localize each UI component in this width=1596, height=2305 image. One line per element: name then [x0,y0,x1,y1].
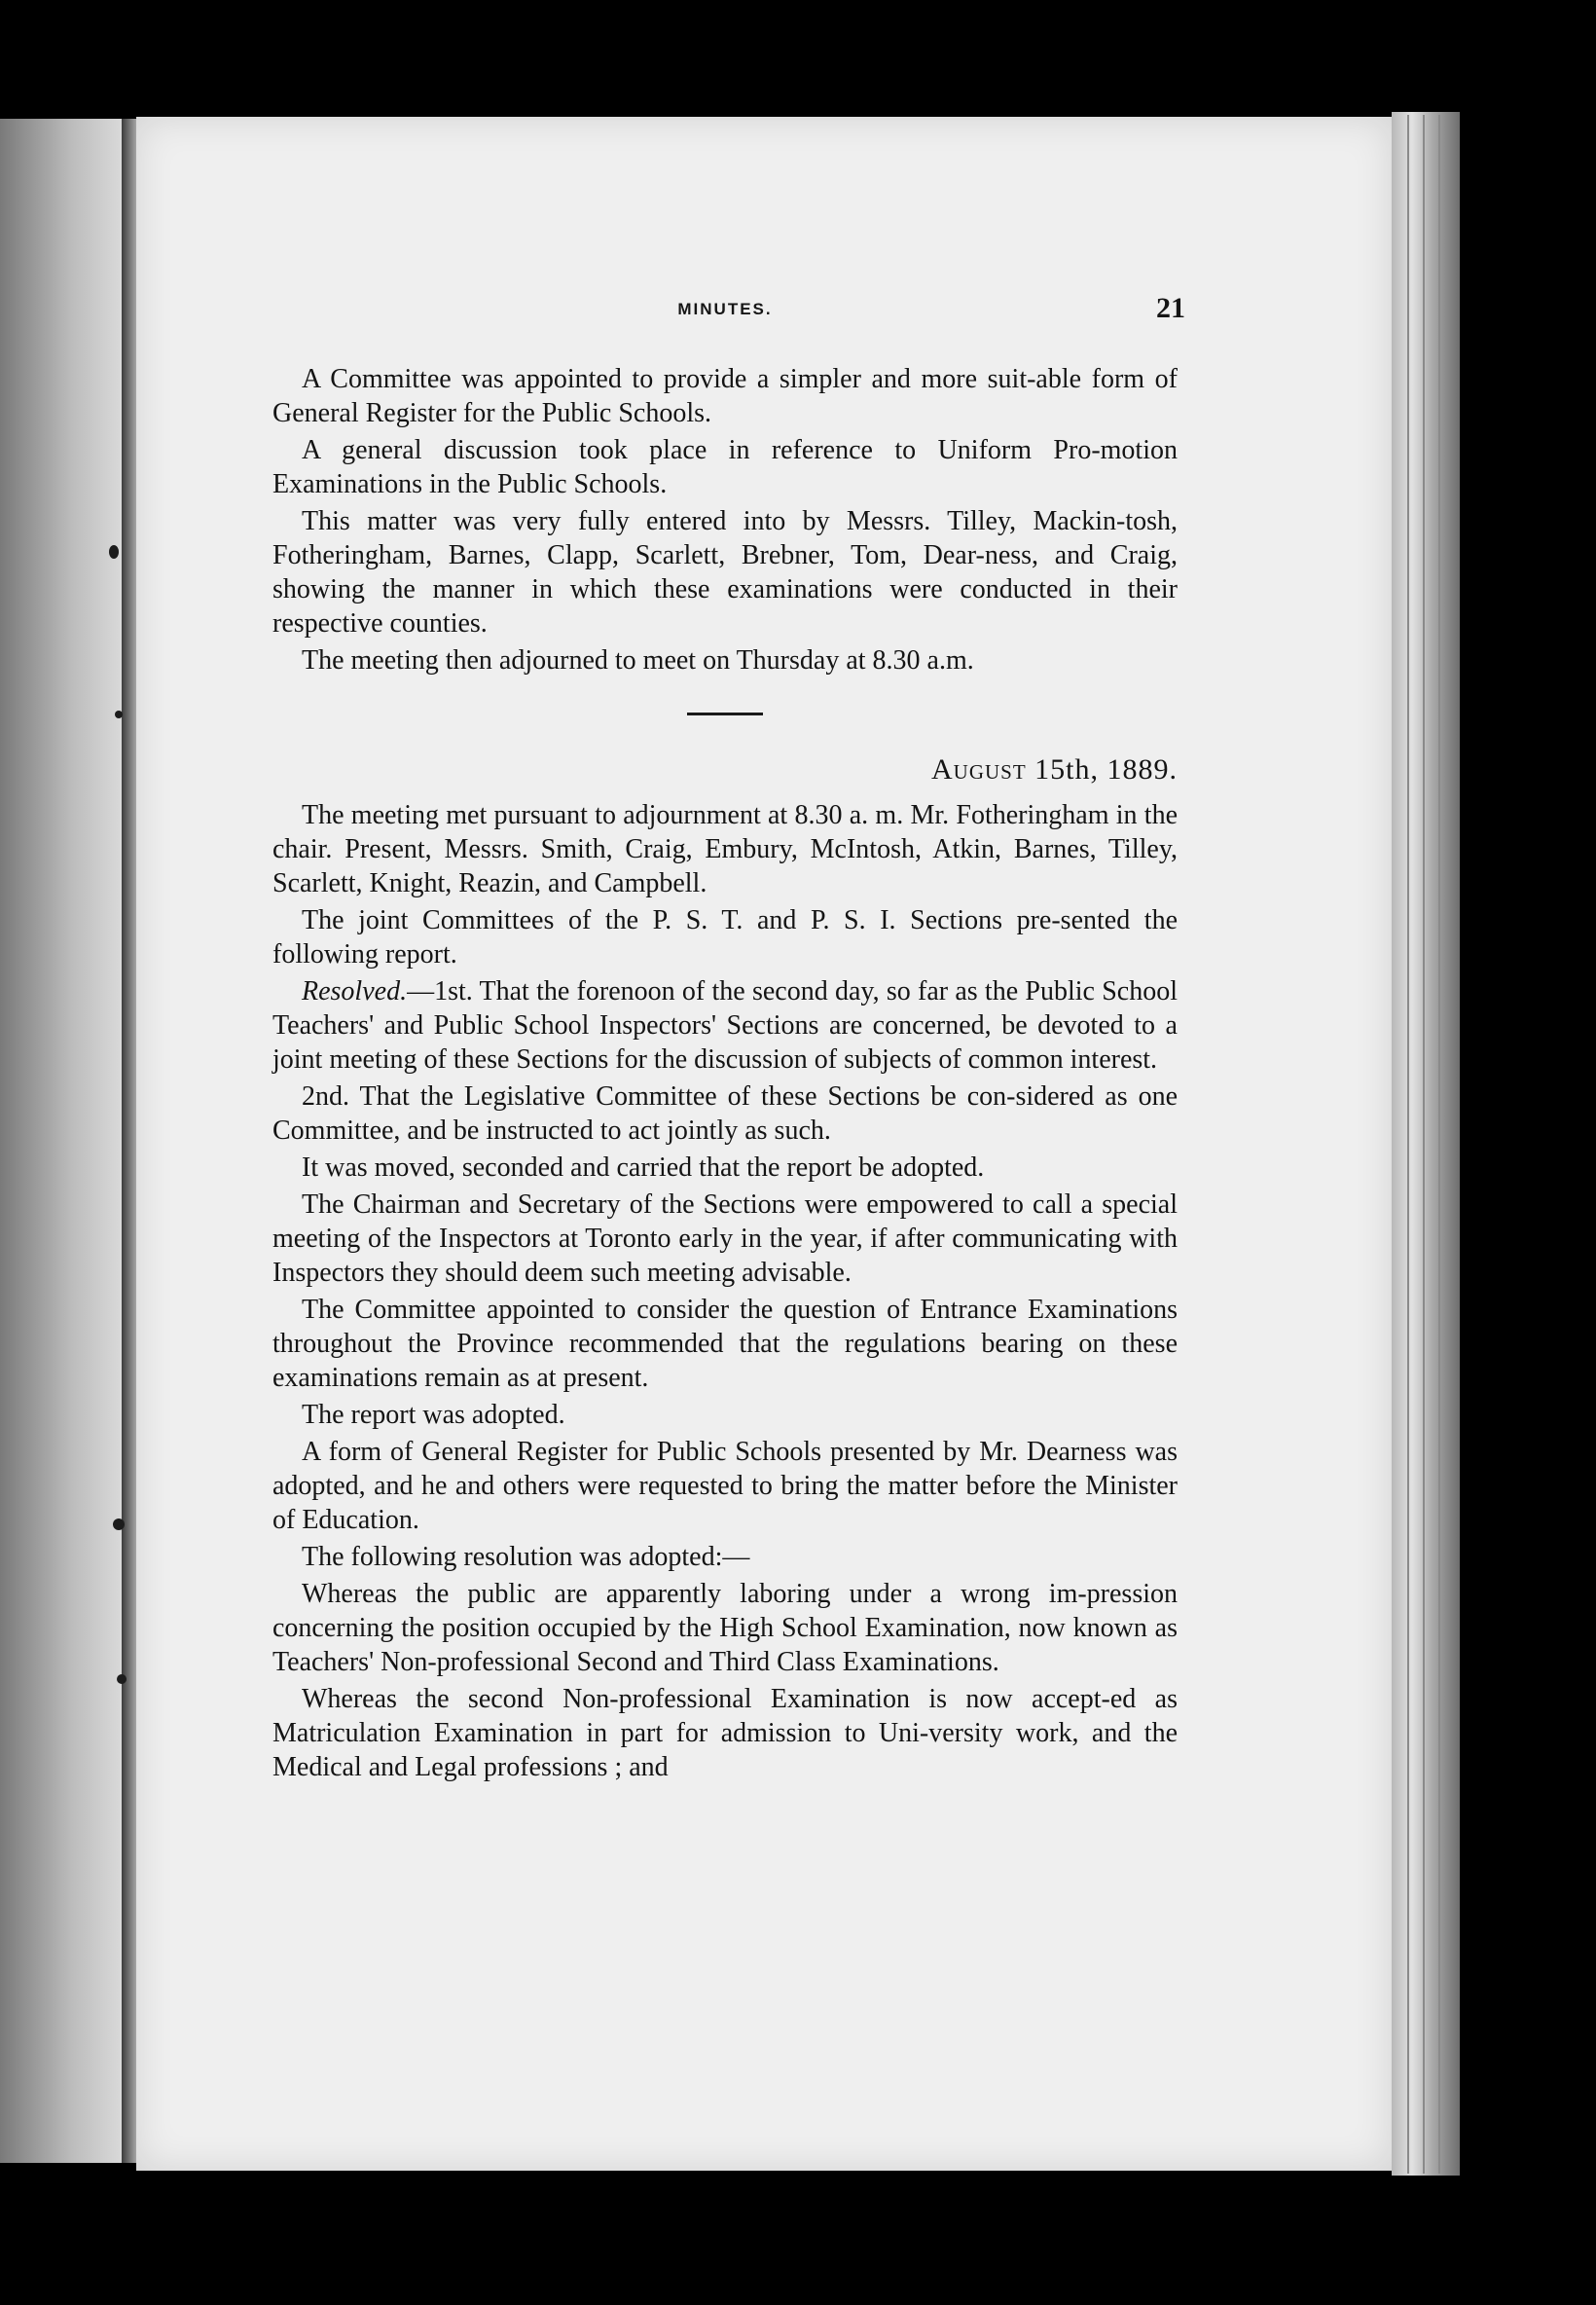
page-header [272,292,1185,333]
paragraph: The joint Committees of the P. S. T. and P. S. I. Sections pre-sented the following report. [272,905,1178,970]
section-divider [687,713,763,715]
paragraph: The following resolution was adopted:— [302,1542,750,1572]
paragraph: The Chairman and Secretary of the Sections were empowered to call a special meeting of the Inspectors at Toronto early in the year, if after communicating with Inspectors they should deem such meeting advisable. [272,1189,1178,1288]
paragraph: Whereas the public are apparently laboring under a wrong im-pression concerning the position occupied by the High School Examination, now known as Teachers' Non-professional Second and Third Class Examinations. [272,1579,1178,1677]
page-number: 21 [1156,292,1185,324]
date-month: August [930,753,1027,786]
paragraph: The Committee appointed to consider the question of Entrance Examinations throughout the Province recommended that the regulations bearing on these examinations remain as at present. [272,1295,1178,1393]
body-text [272,362,1178,1784]
paragraph: It was moved, seconded and carried that the report be adopted. [302,1152,985,1183]
paragraph: The meeting then adjourned to meet on Thursday at 8.30 a.m. [302,645,974,676]
paragraph: Whereas the second Non-professional Examination is now accept-ed as Matriculation Examination in part for admission to Uni-versity work, and the Medical and Legal professions ; and [272,1684,1178,1782]
date-heading [272,752,1178,787]
resolved-label: Resolved. [302,976,408,1006]
paragraph: The meeting met pursuant to adjournment at 8.30 a. m. Mr. Fotheringham in the chair. Present, Messrs. Smith, Craig, Embury, McIntosh, Atkin, Barnes, Tilley, Scarlett, Knight, Reazin, and Campbell. [272,800,1178,898]
paragraph: A form of General Register for Public Schools presented by Mr. Dearness was adopted, and he and others were requested to bring the matter before the Minister of Education. [272,1437,1178,1535]
ink-speck [109,545,119,559]
ink-speck [113,1518,125,1530]
page-edge-line [1407,115,1409,2174]
page-edge-line [1423,115,1425,2174]
running-head: MINUTES. [677,300,773,318]
paragraph: The report was adopted. [302,1400,565,1430]
page-stack-edge [1392,112,1460,2176]
page-edge-line [1438,115,1440,2174]
paragraph: This matter was very fully entered into by Messrs. Tilley, Mackin-tosh, Fotheringham, Barnes, Clapp, Scarlett, Brebner, Tom, Dear-ness, and Craig, showing the manner in which these examinations were conducted in their respective counties. [272,506,1178,639]
facing-page-edge [0,119,122,2163]
paragraph: A general discussion took place in reference to Uniform Pro-motion Examinations in the Public Schools. [272,435,1178,499]
paragraph: 2nd. That the Legislative Committee of these Sections be con-sidered as one Committee, and be instructed to act jointly as such. [272,1081,1178,1146]
paragraph: A Committee was appointed to provide a simpler and more suit-able form of General Register for the Public Schools. [272,364,1178,428]
resolution-paragraph [272,974,1178,1077]
resolved-text: —1st. That the forenoon of the second day, so far as the Public School Teachers' and Public School Inspectors' Sections are concerned, be devoted to a joint meeting of these Sections for the discussion of subjects of common interest. [272,976,1178,1075]
date-rest: 15th, 1889. [1034,753,1178,786]
ink-speck [117,1674,127,1684]
ink-speck [115,711,123,718]
